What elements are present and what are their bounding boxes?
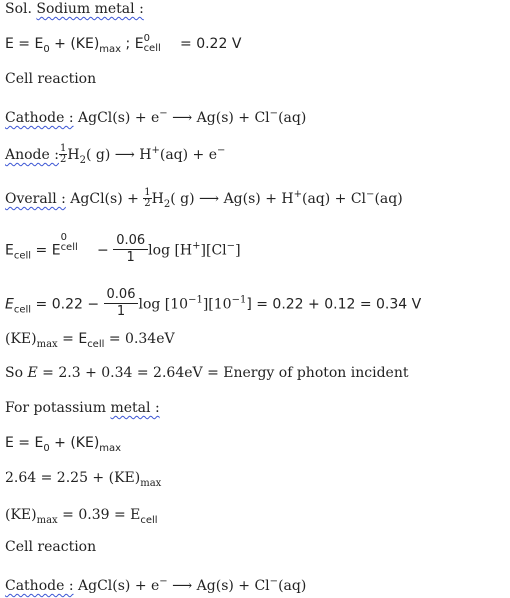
anode-reaction: Anode : $\frac{1}{2}$ $H_2$( g) ⟶ H+(aq) + e−	[5, 142, 226, 166]
equation-substitution: $2.64 = 2.25 + (KE)_{max}$	[5, 470, 162, 489]
fraction-half: $\frac{1}{2}$	[144, 186, 151, 209]
potassium-heading: For potassium metal :	[5, 400, 160, 416]
fraction-006: $\frac{0.06}{1}$	[113, 233, 148, 266]
ke-max-sodium: $(KE)_{max} = E_{cell} = 0.34eV$	[5, 331, 175, 350]
ke-max-potassium: $(KE)_{max} = 0.39 = E_{cell}$	[5, 507, 158, 526]
overall-reaction: Overall : AgCl(s) + $\frac{1}{2}$ $H_2$( g) ⟶ Ag(s) + H+(aq) + Cl−(aq)	[5, 186, 403, 210]
cell-reaction-heading-2: Cell reaction	[5, 539, 97, 555]
sodium-metal-label: Sodium metal :	[36, 1, 144, 17]
nernst-equation: $E_{cell} = E$ 0 cell − $\frac{0.06}{1}$ log [H+][Cl−]	[5, 232, 241, 265]
cell-reaction-heading: Cell reaction	[5, 71, 97, 87]
fraction-006: $\frac{0.06}{1}$	[104, 287, 139, 320]
equation-energy-sodium: $E = E_0 + (KE)_{max}$ ; E 0 cell = 0.22 V	[5, 33, 242, 55]
cathode-reaction: Cathode : AgCl(s) + e− ⟶ Ag(s) + Cl−(aq)	[5, 108, 307, 126]
cathode-reaction-2: Cathode : AgCl(s) + e− ⟶ Ag(s) + Cl−(aq)	[5, 576, 307, 594]
solution-heading: Sol. Sodium metal :	[5, 1, 144, 17]
fraction-half: $\frac{1}{2}$	[59, 142, 67, 165]
nernst-substituted: $E_{cell} = 0.22$ − $\frac{0.06}{1}$ $\log [10^{-1}][10^{-1}] = 0.22 + 0.12 = 0.34$ V	[5, 287, 422, 319]
photon-energy-line: So E = 2.3 + 0.34 = 2.64eV = Energy of photon incident	[5, 365, 409, 381]
equation-energy-potassium: $E = E_0 + (KE)_{max}$	[5, 435, 122, 454]
